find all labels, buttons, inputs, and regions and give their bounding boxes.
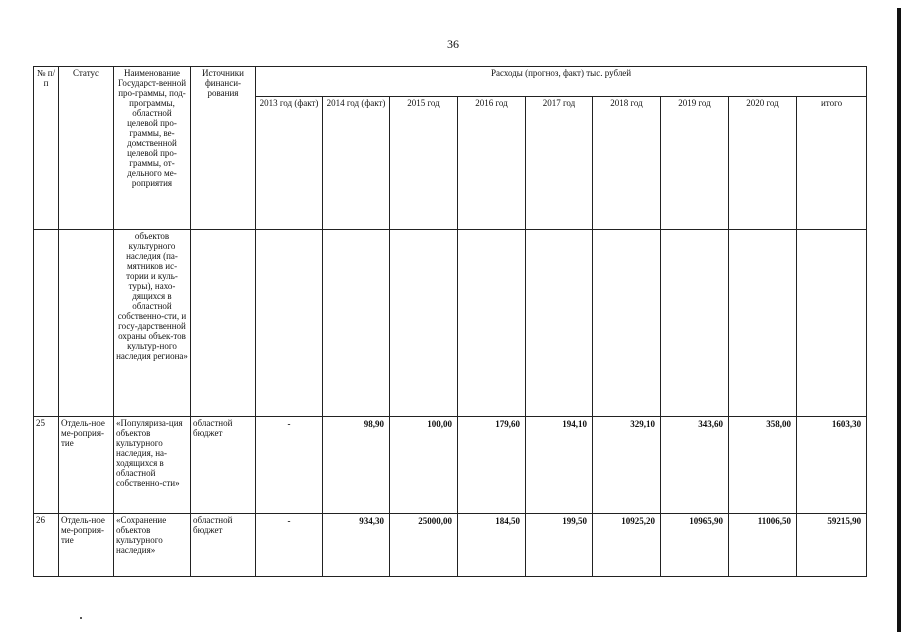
row-value-total: 1603,30 (797, 417, 867, 514)
scan-dot (80, 617, 82, 619)
header-year-2016: 2016 год (458, 97, 526, 230)
row-value-total: 59215,90 (797, 514, 867, 577)
header-year-2015: 2015 год (390, 97, 458, 230)
header-name: Наименование Государст-венной про-граммы, под-программы, областной целевой про-граммы, ве-домственной целевой про-граммы, от-дельного ме-роприятия (114, 67, 191, 230)
header-year-2018: 2018 год (593, 97, 661, 230)
header-expenses: Расходы (прогноз, факт) тыс. рублей (256, 67, 867, 97)
header-num: № п/п (34, 67, 59, 230)
continuation-row (34, 230, 867, 417)
header-year-2013: 2013 год (факт) (256, 97, 323, 230)
row-value-2020: 358,00 (729, 417, 797, 514)
row-value-2016: 179,60 (458, 417, 526, 514)
row-value-2017: 194,10 (526, 417, 593, 514)
header-year-2020: 2020 год (729, 97, 797, 230)
row-value-2013: - (256, 514, 323, 577)
row-value-2013: - (256, 417, 323, 514)
row-value-2017: 199,50 (526, 514, 593, 577)
continuation-name: объектов культурного наследия (па-мятников ис-тории и куль-туры), нахо-дящихся в областной собственно-сти, и госу-дарственной охраны объек-тов культур-ного наследия региона» (114, 230, 191, 417)
row-value-2016: 184,50 (458, 514, 526, 577)
row-num: 25 (34, 417, 59, 514)
row-status: Отдель-ное ме-роприя-тие (59, 417, 114, 514)
header-year-2019: 2019 год (661, 97, 729, 230)
header-year-2017: 2017 год (526, 97, 593, 230)
table-row (34, 514, 867, 577)
row-num: 26 (34, 514, 59, 577)
row-value-2019: 343,60 (661, 417, 729, 514)
table-row (34, 417, 867, 514)
page-number: 36 (447, 37, 459, 51)
row-name: «Популяриза-ция объектов культурного наследия, на-ходящихся в областной собственно-сти» (114, 417, 191, 514)
expenses-table (33, 66, 867, 577)
row-value-2015: 100,00 (390, 417, 458, 514)
row-source: областной бюджет (191, 417, 256, 514)
row-value-2020: 11006,50 (729, 514, 797, 577)
row-value-2014: 934,30 (323, 514, 390, 577)
header-year-2014: 2014 год (факт) (323, 97, 390, 230)
row-value-2015: 25000,00 (390, 514, 458, 577)
row-name: «Сохранение объектов культурного наследия» (114, 514, 191, 577)
header-status: Статус (59, 67, 114, 230)
header-row-1 (34, 67, 867, 97)
header-total: итого (797, 97, 867, 230)
scan-edge-bar (897, 8, 901, 632)
row-value-2018: 329,10 (593, 417, 661, 514)
header-sources: Источники финанси-рования (191, 67, 256, 230)
row-value-2018: 10925,20 (593, 514, 661, 577)
row-value-2014: 98,90 (323, 417, 390, 514)
row-value-2019: 10965,90 (661, 514, 729, 577)
row-status: Отдель-ное ме-роприя-тие (59, 514, 114, 577)
row-source: областной бюджет (191, 514, 256, 577)
